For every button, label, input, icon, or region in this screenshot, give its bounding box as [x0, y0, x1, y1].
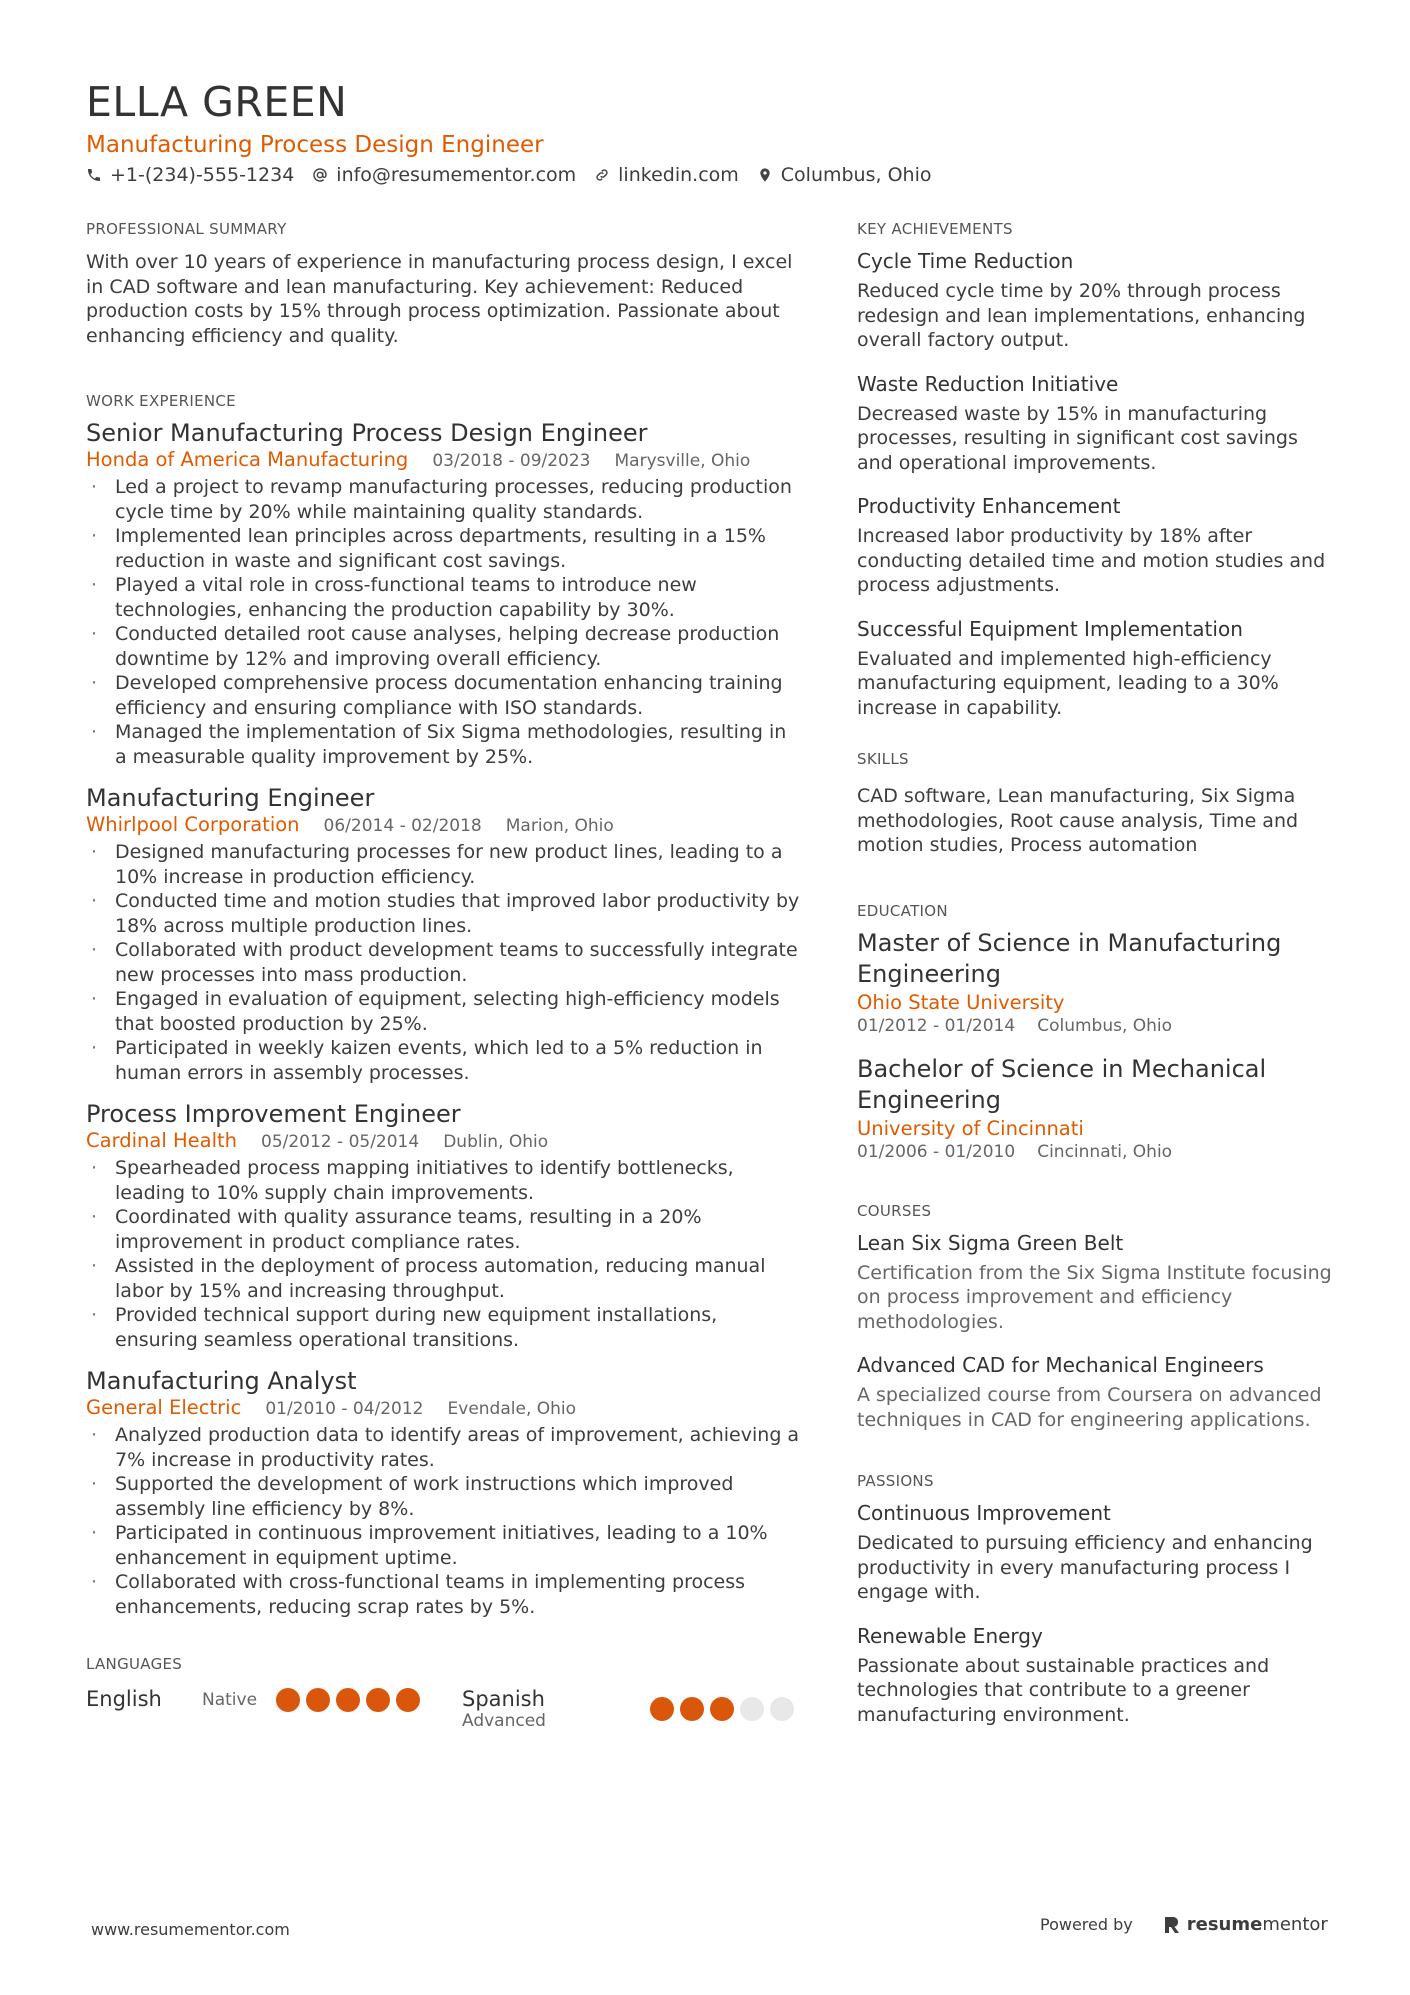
- job-bullet: · Conducted time and motion studies that improved labor productivity by 18% across multiple production lines.: [86, 889, 801, 938]
- job-entry: [86, 1099, 801, 1352]
- job-bullet: · Analyzed production data to identify areas of improvement, achieving a 7% increase in productivity rates.: [86, 1423, 801, 1472]
- language-rating: [650, 1687, 794, 1721]
- course-title: Lean Six Sigma Green Belt: [857, 1230, 1124, 1255]
- footer-branding: [1040, 1914, 1328, 1935]
- at-icon: [312, 167, 328, 183]
- job-location: Marysville, Ohio: [614, 451, 751, 471]
- passions-heading: PASSIONS: [857, 1472, 934, 1490]
- language-text-block: [462, 1687, 650, 1731]
- courses-heading: COURSES: [857, 1201, 932, 1220]
- experience-heading: WORK EXPERIENCE: [86, 392, 236, 410]
- job-bullet: · Designed manufacturing processes for new product lines, leading to a 10% increase in production efficiency.: [86, 840, 801, 889]
- job-title: Manufacturing Analyst: [86, 1367, 357, 1395]
- rating-dot-filled: [366, 1688, 390, 1712]
- job-meta: [86, 1129, 801, 1152]
- experience-section: [86, 392, 801, 1619]
- passions-section: [857, 1472, 1337, 1727]
- job-location: Marion, Ohio: [505, 816, 614, 836]
- education-degree: Bachelor of Science in Mechanical Engineering: [857, 1054, 1267, 1114]
- job-bullet: · Collaborated with cross-functional teams in implementing process enhancements, reducing scrap rates by 5%.: [86, 1570, 801, 1619]
- job-bullet: · Provided technical support during new equipment installations, ensuring seamless operational transitions.: [86, 1303, 801, 1352]
- job-dates: 06/2014 - 02/2018: [323, 816, 482, 836]
- rating-dot-filled: [396, 1688, 420, 1712]
- language-rating: [276, 1687, 420, 1712]
- languages-row: [86, 1687, 801, 1731]
- language-level: Native: [202, 1690, 258, 1710]
- job-entry: [86, 418, 801, 769]
- education-item: [857, 928, 1337, 1036]
- location-pin-icon: [757, 167, 773, 183]
- job-bullet: · Played a vital role in cross-functional teams to introduce new technologies, enhancing the production capability by 30%.: [86, 573, 801, 622]
- job-dates: 01/2010 - 04/2012: [265, 1399, 424, 1419]
- footer-website[interactable]: www.resumementor.com: [91, 1920, 290, 1939]
- contact-location: [757, 164, 932, 186]
- job-bullets: [86, 1156, 801, 1352]
- job-bullet: · Managed the implementation of Six Sigma methodologies, resulting in a measurable quality improvement by 25%.: [86, 720, 801, 769]
- job-bullet: · Spearheaded process mapping initiatives to identify bottlenecks, leading to 10% supply chain improvements.: [86, 1156, 801, 1205]
- achievement-item: [857, 493, 1337, 598]
- rating-dot-filled: [710, 1697, 734, 1721]
- language-item: [86, 1687, 462, 1712]
- achievement-title: Productivity Enhancement: [857, 494, 1121, 518]
- contact-bar: [86, 164, 931, 186]
- job-entry: [86, 1366, 801, 1619]
- achievements-section: [857, 220, 1337, 720]
- education-meta: [857, 1142, 1337, 1162]
- education-dates: 01/2006 - 01/2010: [857, 1141, 1016, 1162]
- job-title: Senior Manufacturing Process Design Engineer: [86, 419, 648, 447]
- job-bullet: · Participated in weekly kaizen events, which led to a 5% reduction in human errors in assembly processes.: [86, 1036, 801, 1085]
- rating-dot-empty: [770, 1697, 794, 1721]
- candidate-title: Manufacturing Process Design Engineer: [86, 132, 544, 158]
- job-company: Whirlpool Corporation: [86, 813, 300, 836]
- rating-dot-filled: [306, 1688, 330, 1712]
- achievement-text: Evaluated and implemented high-efficiency manufacturing equipment, leading to a 30% increase in capability.: [857, 647, 1279, 719]
- link-icon: [594, 167, 610, 183]
- job-location: Dublin, Ohio: [443, 1132, 549, 1152]
- job-location: Evendale, Ohio: [447, 1399, 577, 1419]
- job-bullet: · Developed comprehensive process documentation enhancing training efficiency and ensuring compliance with ISO standards.: [86, 671, 801, 720]
- powered-by-text: Powered by: [1040, 1915, 1133, 1934]
- achievements-heading: KEY ACHIEVEMENTS: [857, 220, 1013, 238]
- language-name: English: [86, 1687, 162, 1711]
- passion-text: Passionate about sustainable practices and technologies that contribute to a greener manufacturing environment.: [857, 1654, 1270, 1726]
- course-item: [857, 1352, 1337, 1432]
- contact-phone: [86, 164, 294, 186]
- summary-text: With over 10 years of experience in manufacturing process design, I excel in CAD software and lean manufacturing. Key achievement: Reduced production costs by 15% through process optimization. Passionate about enhancing efficiency and quality.: [86, 251, 793, 347]
- job-meta: [86, 813, 801, 836]
- location-text: Columbus, Ohio: [780, 164, 932, 186]
- education-heading: EDUCATION: [857, 901, 948, 920]
- passion-item: [857, 1623, 1337, 1728]
- education-degree: Master of Science in Manufacturing Engineering: [857, 928, 1282, 988]
- candidate-name: ELLA GREEN: [86, 78, 348, 126]
- achievement-text: Increased labor productivity by 18% after conducting detailed time and motion studies and process adjustments.: [857, 525, 1326, 596]
- email-text[interactable]: info@resumementor.com: [336, 164, 577, 186]
- contact-email[interactable]: [312, 164, 576, 186]
- achievement-title: Waste Reduction Initiative: [857, 371, 1119, 396]
- linkedin-text[interactable]: linkedin.com: [618, 164, 739, 186]
- rating-dot-filled: [680, 1697, 704, 1721]
- contact-linkedin[interactable]: [594, 164, 739, 186]
- phone-icon: [86, 167, 102, 183]
- skills-text: CAD software, Lean manufacturing, Six Sigma methodologies, Root cause analysis, Time and motion studies, Process automation: [857, 785, 1299, 856]
- language-name: Spanish: [462, 1687, 545, 1711]
- job-title: Manufacturing Engineer: [86, 784, 375, 812]
- skills-heading: SKILLS: [857, 750, 909, 768]
- achievement-item: [857, 371, 1337, 476]
- education-dates: 01/2012 - 01/2014: [857, 1015, 1016, 1036]
- job-bullet: · Supported the development of work instructions which improved assembly line efficiency by 8%.: [86, 1472, 801, 1521]
- courses-section: [857, 1202, 1337, 1433]
- course-text: A specialized course from Coursera on advanced techniques in CAD for engineering applications.: [857, 1384, 1322, 1431]
- rating-dot-filled: [276, 1688, 300, 1712]
- achievement-title: Cycle Time Reduction: [857, 249, 1074, 273]
- course-title: Advanced CAD for Mechanical Engineers: [857, 1353, 1264, 1377]
- achievement-item: [857, 616, 1337, 721]
- achievement-text: Reduced cycle time by 20% through process redesign and lean implementations, enhancing overall factory output.: [857, 280, 1306, 351]
- language-item: [462, 1687, 794, 1731]
- job-bullet: · Coordinated with quality assurance teams, resulting in a 20% improvement in product compliance rates.: [86, 1205, 801, 1254]
- summary-heading: PROFESSIONAL SUMMARY: [86, 220, 287, 238]
- job-entry: [86, 783, 801, 1085]
- achievement-item: [857, 248, 1337, 353]
- job-company: General Electric: [86, 1396, 242, 1419]
- course-item: [857, 1230, 1337, 1335]
- course-text: Certification from the Six Sigma Institute focusing on process improvement and efficiency methodologies.: [857, 1261, 1332, 1333]
- brand-name: [1187, 1914, 1328, 1935]
- education-school: Ohio State University: [857, 990, 1065, 1014]
- languages-heading: LANGUAGES: [86, 1655, 183, 1673]
- summary-section: [86, 220, 801, 348]
- achievement-text: Decreased waste by 15% in manufacturing processes, resulting in significant cost savings and operational improvements.: [857, 402, 1298, 474]
- achievement-title: Successful Equipment Implementation: [857, 616, 1243, 641]
- brand-name-rest: mentor: [1262, 1914, 1328, 1935]
- job-bullet: · Assisted in the deployment of process automation, reducing manual labor by 15% and increasing throughput.: [86, 1254, 801, 1303]
- passion-item: [857, 1500, 1337, 1605]
- job-bullet: · Led a project to revamp manufacturing processes, reducing production cycle time by 20% while maintaining quality standards.: [86, 475, 801, 524]
- phone-text: +1-(234)-555-1234: [110, 164, 295, 186]
- job-company: Honda of America Manufacturing: [86, 448, 409, 471]
- job-dates: 03/2018 - 09/2023: [432, 451, 591, 471]
- skills-section: [857, 750, 1337, 858]
- rating-dot-empty: [740, 1697, 764, 1721]
- education-meta: [857, 1016, 1337, 1036]
- languages-section: [86, 1655, 801, 1731]
- brand-logo[interactable]: [1163, 1914, 1328, 1935]
- job-bullets: [86, 840, 801, 1085]
- education-location: Columbus, Ohio: [1037, 1015, 1173, 1036]
- job-bullet: · Collaborated with product development teams to successfully integrate new processes into mass production.: [86, 938, 801, 987]
- education-section: [857, 902, 1337, 1162]
- right-column: [857, 220, 1337, 1745]
- job-title: Process Improvement Engineer: [86, 1100, 461, 1128]
- rating-dot-filled: [336, 1688, 360, 1712]
- job-meta: [86, 1396, 801, 1419]
- passion-title: Renewable Energy: [857, 1623, 1043, 1648]
- job-company: Cardinal Health: [86, 1129, 237, 1152]
- job-bullets: [86, 1423, 801, 1619]
- job-dates: 05/2012 - 05/2014: [261, 1132, 420, 1152]
- brand-name-bold: resume: [1186, 1914, 1263, 1935]
- job-bullet: · Participated in continuous improvement initiatives, leading to a 10% enhancement in equipment uptime.: [86, 1521, 801, 1570]
- language-level: Advanced: [462, 1711, 546, 1731]
- job-bullets: [86, 475, 801, 769]
- education-school: University of Cincinnati: [857, 1116, 1084, 1140]
- passion-title: Continuous Improvement: [857, 1501, 1111, 1525]
- education-item: [857, 1054, 1337, 1162]
- rating-dot-filled: [650, 1697, 674, 1721]
- education-location: Cincinnati, Ohio: [1037, 1141, 1173, 1162]
- job-bullet: · Engaged in evaluation of equipment, selecting high-efficiency models that boosted production by 25%.: [86, 987, 801, 1036]
- left-column: [86, 220, 801, 1731]
- passion-text: Dedicated to pursuing efficiency and enhancing productivity in every manufacturing process I engage with.: [857, 1532, 1313, 1603]
- job-bullet: · Implemented lean principles across departments, resulting in a 15% reduction in waste and significant cost savings.: [86, 524, 801, 573]
- job-meta: [86, 448, 801, 471]
- resumementor-logo-icon: [1163, 1915, 1181, 1935]
- job-bullet: · Conducted detailed root cause analyses, helping decrease production downtime by 12% and improving overall efficiency.: [86, 622, 801, 671]
